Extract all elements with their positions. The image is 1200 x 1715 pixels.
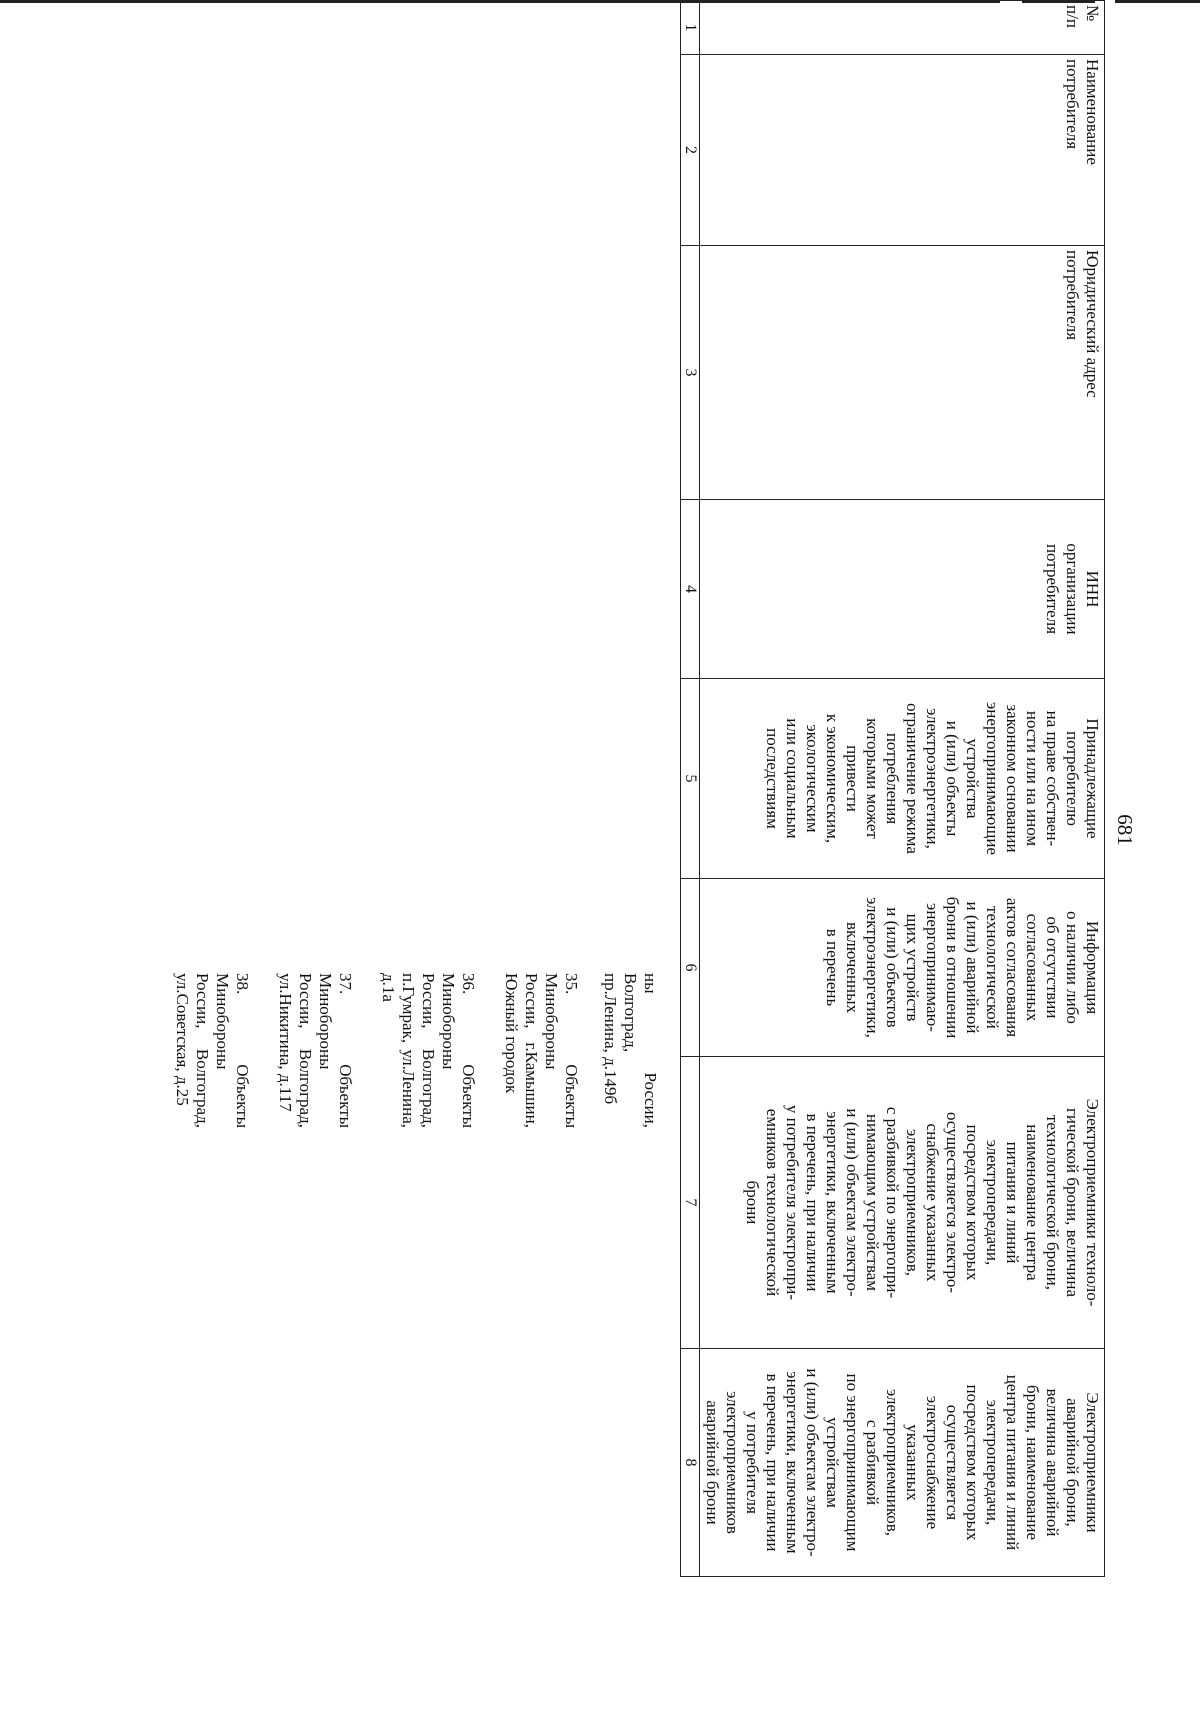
column-number: 3	[681, 246, 700, 500]
header-consumer-name: Наименование потребителя	[700, 55, 1105, 246]
list-item: ны России, Волгоград, пр.Ленина, д.149б	[601, 973, 660, 1128]
column-number: 4	[681, 500, 700, 679]
page-number: 681	[1113, 814, 1137, 846]
header-legal-address: Юридический адрес потребителя	[700, 246, 1105, 500]
consumer-table	[680, 0, 1105, 1577]
column-number: 7	[681, 1057, 700, 1349]
column-number: 5	[681, 679, 700, 879]
list-item: 36. Объекты Минобороны России, Волгоград, п.Гумрак, ул.Ленина, д.1а	[379, 973, 478, 1128]
column-number: 1	[681, 1, 700, 55]
header-inn: ИНН организации потребителя	[700, 500, 1105, 679]
column-number-row	[681, 1, 700, 1577]
header-acts-info: Информация о наличии либо об отсутствии согласованных актов согласования технологической и (или) аварийной брони в отношении энергопринимаю- щих устройств и (или) объектов электроэнергетики, включенных в перечень	[700, 879, 1105, 1057]
list-item: 38. Объекты Минобороны России, Волгоград, ул.Советская, д.25	[173, 973, 252, 1128]
list-item: 37. Объекты Минобороны России, Волгоград, ул.Никитина, д.117	[276, 973, 355, 1128]
header-number: № п/п	[700, 1, 1105, 55]
header-emergency-reserve: Электроприемники аварийной брони, величина аварийной брони, наименование центра питания и линий электропередачи, посредством которых осуществляется электроснабжение указанных электроприемников, с разбивкой по энергопринимающим устройствам и (или) объектам электро- энергетики, включенным в перечень, при наличии у потребителя электроприемников аварийной брони	[700, 1349, 1105, 1577]
header-technological-reserve: Электроприемники техноло- гической брони, величина технологической брони, наименование центра питания и линий электропередачи, посредством которых осуществляется электро- снабжение указанных электроприемников, с разбивкой по энергопри- нимающим устройствам и (или) объектам электро- энергетики, включенным в перечень, при наличии у потребителя электропри- емников технологической брони	[700, 1057, 1105, 1349]
entries-list	[149, 973, 660, 1128]
rotated-page	[35, 0, 1165, 1660]
list-item: 35. Объекты Минобороны России, г.Камышин, Южный городок	[502, 973, 581, 1128]
column-number: 2	[681, 55, 700, 246]
column-number: 8	[681, 1349, 700, 1577]
column-number: 6	[681, 879, 700, 1057]
header-row	[700, 1, 1105, 1577]
header-receivers: Принадлежащие потребителю на праве собствен- ности или на ином законном основании энергопринимающие устройства и (или) объекты электроэнергетики, ограничение режима потребления которыми может привести к экономическим, экологическим или социальным последствиям	[700, 679, 1105, 879]
